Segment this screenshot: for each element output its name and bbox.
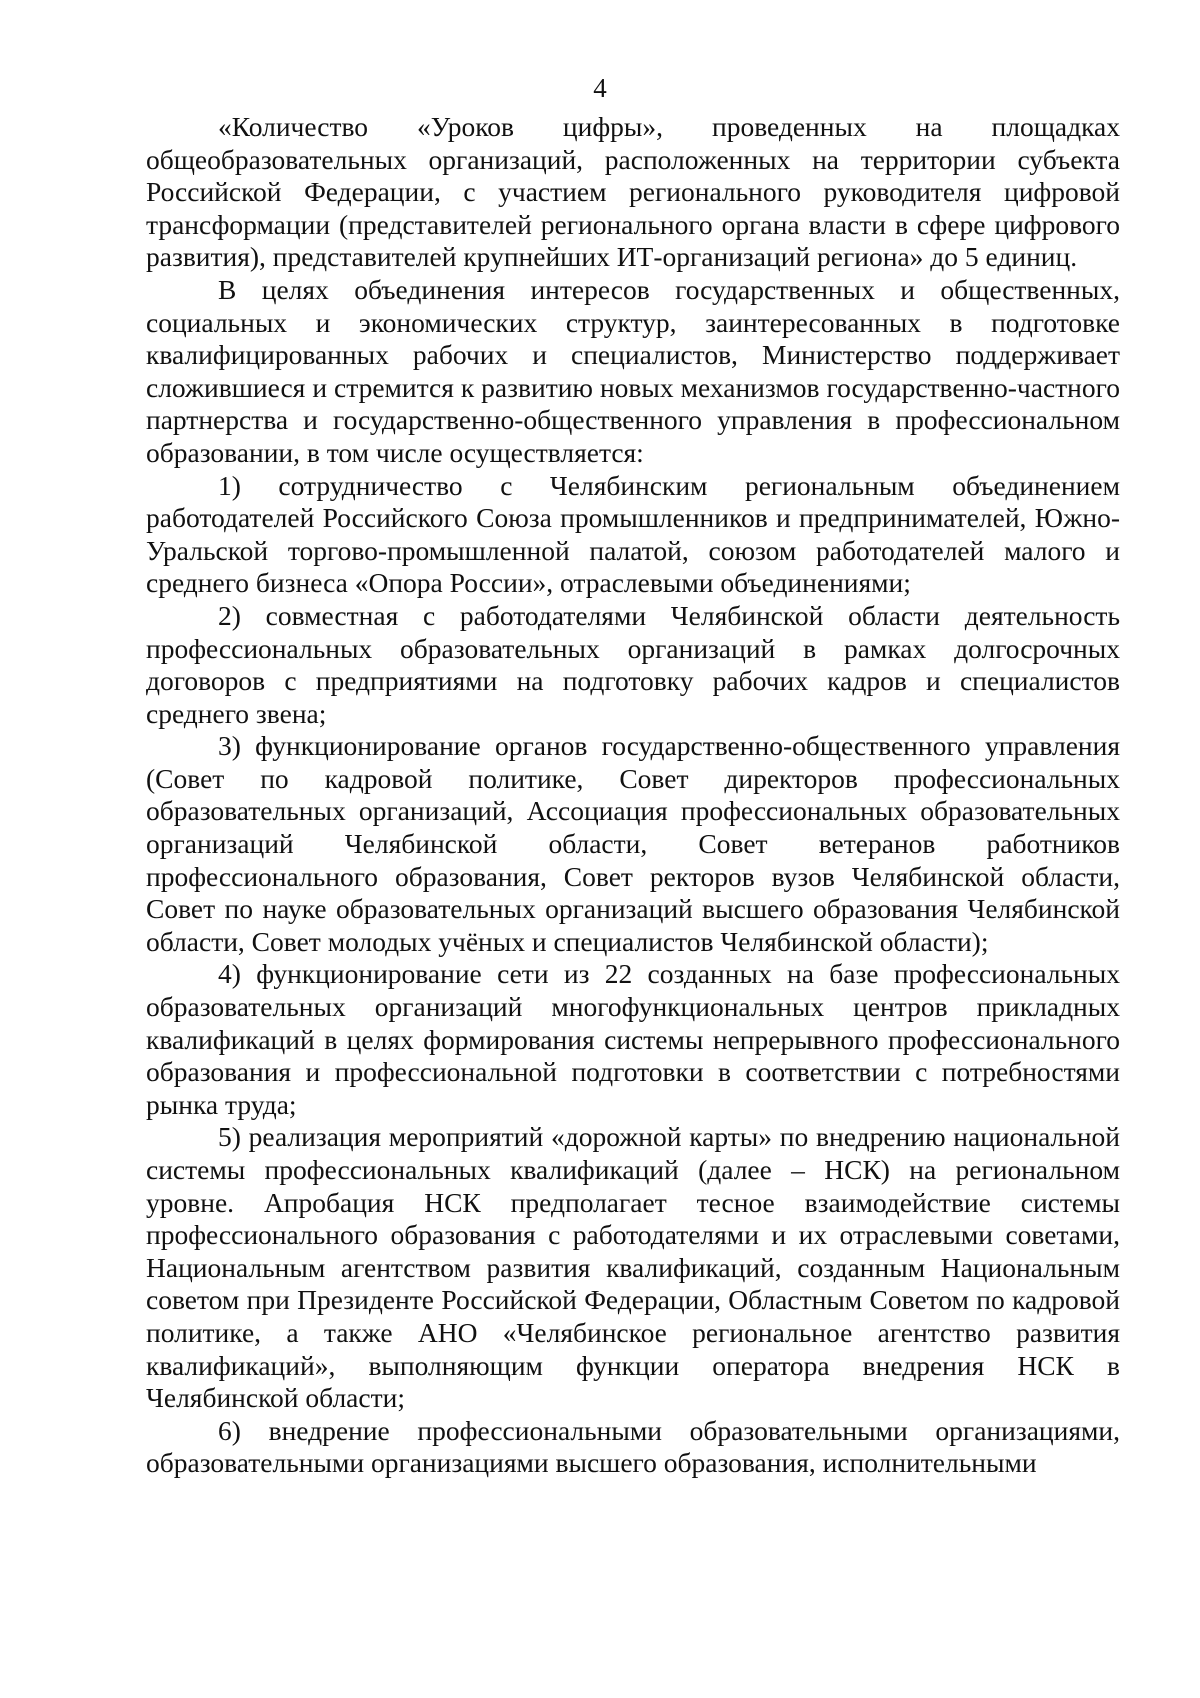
paragraph-digital-lessons: «Количество «Уроков цифры», проведенных на площадках общеобразовательных организаций, расположенных на территории субъекта Российской Федерации, с участием регионального руководителя цифровой трансформации (представителей регионального органа власти в сфере цифрового развития), представителей крупнейших ИТ-организаций региона» до 5 единиц. [146,111,1120,273]
list-item-1: 1) сотрудничество с Челябинским региональным объединением работодателей Российского Союза промышленников и предпринимателей, Южно-Уральской торгово-промышленной палатой, союзом работодателей малого и среднего бизнеса «Опора России», отраслевыми объединениями; [146,469,1120,599]
list-item-5: 5) реализация мероприятий «дорожной карты» по внедрению национальной системы профессиональных квалификаций (далее – НСК) на региональном уровне. Апробация НСК предполагает тесное взаимодействие системы профессионального образования с работодателями и их отраслевыми советами, Национальным агентством развития квалификаций, созданным Национальным советом при Президенте Российской Федерации, Областным Советом по кадровой политике, а также АНО «Челябинское региональное агентство развития квалификаций», выполняющим функции оператора внедрения НСК в Челябинской области; [146,1121,1120,1414]
list-item-6: 6) внедрение профессиональными образовательными организациями, образовательными организациями высшего образования, исполнительными [146,1414,1120,1479]
paragraph-partnership-intro: В целях объединения интересов государственных и общественных, социальных и экономических структур, заинтересованных в подготовке квалифицированных рабочих и специалистов, Министерство поддерживает сложившиеся и стремится к развитию новых механизмов государственно-частного партнерства и государственно-общественного управления в профессиональном образовании, в том числе осуществляется: [146,273,1120,468]
document-body [146,111,1120,1480]
list-item-3: 3) функционирование органов государственно-общественного управления (Совет по кадровой политике, Совет директоров профессиональных образовательных организаций, Ассоциация профессиональных образовательных организаций Челябинской области, Совет ветеранов работников профессионального образования, Совет ректоров вузов Челябинской области, Совет по науке образовательных организаций высшего образования Челябинской области, Совет молодых учёных и специалистов Челябинской области); [146,730,1120,957]
list-item-2: 2) совместная с работодателями Челябинской области деятельность профессиональных образовательных организаций в рамках долгосрочных договоров с предприятиями на подготовку рабочих кадров и специалистов среднего звена; [146,599,1120,729]
page-number: 4 [593,73,607,103]
list-item-4: 4) функционирование сети из 22 созданных на базе профессиональных образовательных организаций многофункциональных центров прикладных квалификаций в целях формирования системы непрерывного профессионального образования и профессиональной подготовки в соответствии с потребностями рынка труда; [146,958,1120,1120]
